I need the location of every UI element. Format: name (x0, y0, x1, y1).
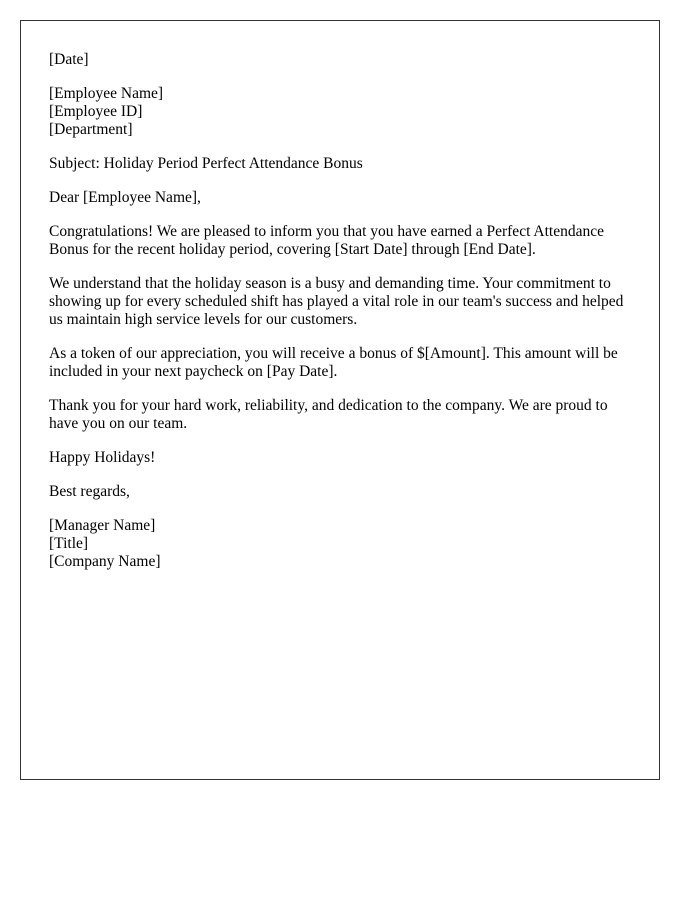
recipient-id: [Employee ID] (49, 103, 143, 120)
letter-date: [Date] (49, 51, 89, 68)
recipient-block (49, 85, 631, 139)
body-paragraph-bonus-amount: As a token of our appreciation, you will receive a bonus of $[Amount]. This amount will be included in your next paycheck on [Pay Date]. (49, 345, 618, 380)
holiday-greeting: Happy Holidays! (49, 449, 156, 466)
body-paragraph-commitment: We understand that the holiday season is a busy and demanding time. Your commitment to showing up for every scheduled shift has played a vital role in our team's success and helped us maintain high service levels for our customers. (49, 275, 624, 328)
recipient-name: [Employee Name] (49, 85, 164, 102)
letter-salutation: Dear [Employee Name], (49, 189, 201, 206)
signature-company: [Company Name] (49, 553, 161, 570)
recipient-department: [Department] (49, 121, 133, 138)
signature-title: [Title] (49, 535, 89, 552)
body-paragraph-congratulations: Congratulations! We are pleased to inform you that you have earned a Perfect Attendance Bonus for the recent holiday period, covering [Start Date] through [End Date]. (49, 223, 604, 258)
signature-name: [Manager Name] (49, 517, 156, 534)
signature-block (49, 517, 631, 571)
letter-closing: Best regards, (49, 483, 130, 500)
letter-page (20, 20, 660, 780)
letter-subject: Subject: Holiday Period Perfect Attendance Bonus (49, 155, 363, 172)
body-paragraph-thanks: Thank you for your hard work, reliability, and dedication to the company. We are proud to have you on our team. (49, 397, 608, 432)
